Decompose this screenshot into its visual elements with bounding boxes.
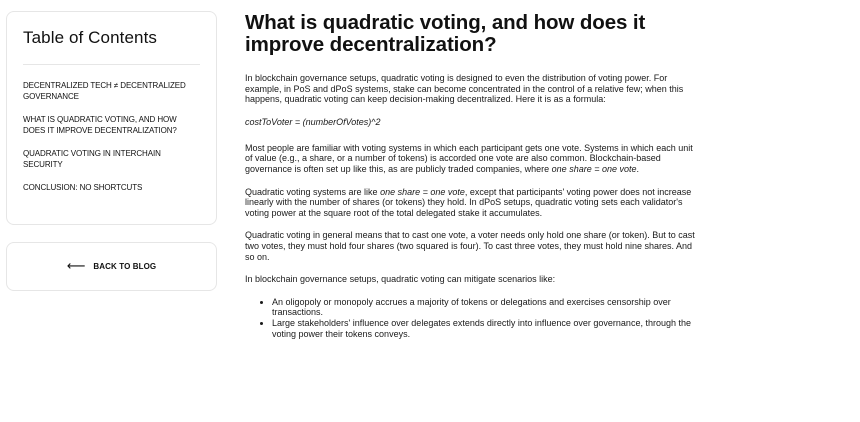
toc-item-interchain-security[interactable]: QUADRATIC VOTING IN INTERCHAIN SECURITY <box>23 149 161 169</box>
list-item: • Large stakeholders' influence over delegates extends directly into influence over governance, through the voting power their tokens conveys. <box>272 318 695 339</box>
paragraph-voting-systems-end: . <box>636 163 640 174</box>
article-content <box>245 12 695 339</box>
paragraph-mitigate: In blockchain governance setups, quadratic voting can mitigate scenarios like: <box>245 274 556 285</box>
paragraph-quadratic-systems-emphasis: one share = one vote <box>380 186 465 197</box>
toc-divider <box>23 64 200 65</box>
arrow-left-icon: ⟵ <box>66 259 86 274</box>
scenario-list <box>245 297 695 339</box>
paragraph-quadratic-general: Quadratic voting in general means that to cast one vote, a voter needs only hold one share (or token). But to cast two votes, they must hold four shares (two squared is four). To cast three votes, they must hold nine shares. And so on. <box>245 230 695 262</box>
table-of-contents <box>6 11 217 225</box>
paragraph-voting-systems-emphasis: one share = one vote <box>551 163 637 174</box>
article-title: What is quadratic voting, and how does it improve decentralization? <box>245 11 646 56</box>
list-item: • An oligopoly or monopoly accrues a majority of tokens or delegations and exercises censorship over transactions. <box>272 297 695 318</box>
toc-title: Table of Contents <box>23 28 158 47</box>
toc-item-decentralized-tech[interactable]: DECENTRALIZED TECH ≠ DECENTRALIZED GOVERNANCE <box>23 81 186 101</box>
toc-item-conclusion[interactable]: CONCLUSION: NO SHORTCUTS <box>23 183 143 192</box>
toc-item-what-is-quadratic-voting[interactable]: WHAT IS QUADRATIC VOTING, AND HOW DOES IT IMPROVE DECENTRALIZATION? <box>23 115 177 135</box>
paragraph-quadratic-systems <box>245 187 695 219</box>
back-to-blog-button[interactable] <box>6 242 217 291</box>
back-to-blog-label: BACK TO BLOG <box>93 262 157 271</box>
paragraph-voting-systems <box>245 143 695 175</box>
paragraph-intro: In blockchain governance setups, quadratic voting is designed to even the distribution of voting power. For example, in PoS and dPoS systems, stake can become concentrated in the control of a relative few; when this happens, quadratic voting can keep decision-making decentralized. Here it is as a formula: <box>245 73 684 105</box>
paragraph-quadratic-systems-start: Quadratic voting systems are like <box>245 186 381 197</box>
formula: costToVoter = (numberOfVotes)^2 <box>245 116 381 127</box>
toc-list <box>23 80 200 193</box>
paragraph-quadratic-systems-end: , except that participants' voting power does not increase linearly with the number of shares (or tokens) they hold. In dPoS setups, quadratic voting sets each validator's voting power at the square root of the total delegated stake it accumulates. <box>245 186 692 218</box>
paragraph-voting-systems-text: Most people are familiar with voting systems in which each participant gets one vote. Systems in which each unit of value (e.g., a share, or a number of tokens) is accorded one vote are also common. Blockchain-based governance is often set up like this, as are publicly traded companies, where <box>245 142 693 174</box>
